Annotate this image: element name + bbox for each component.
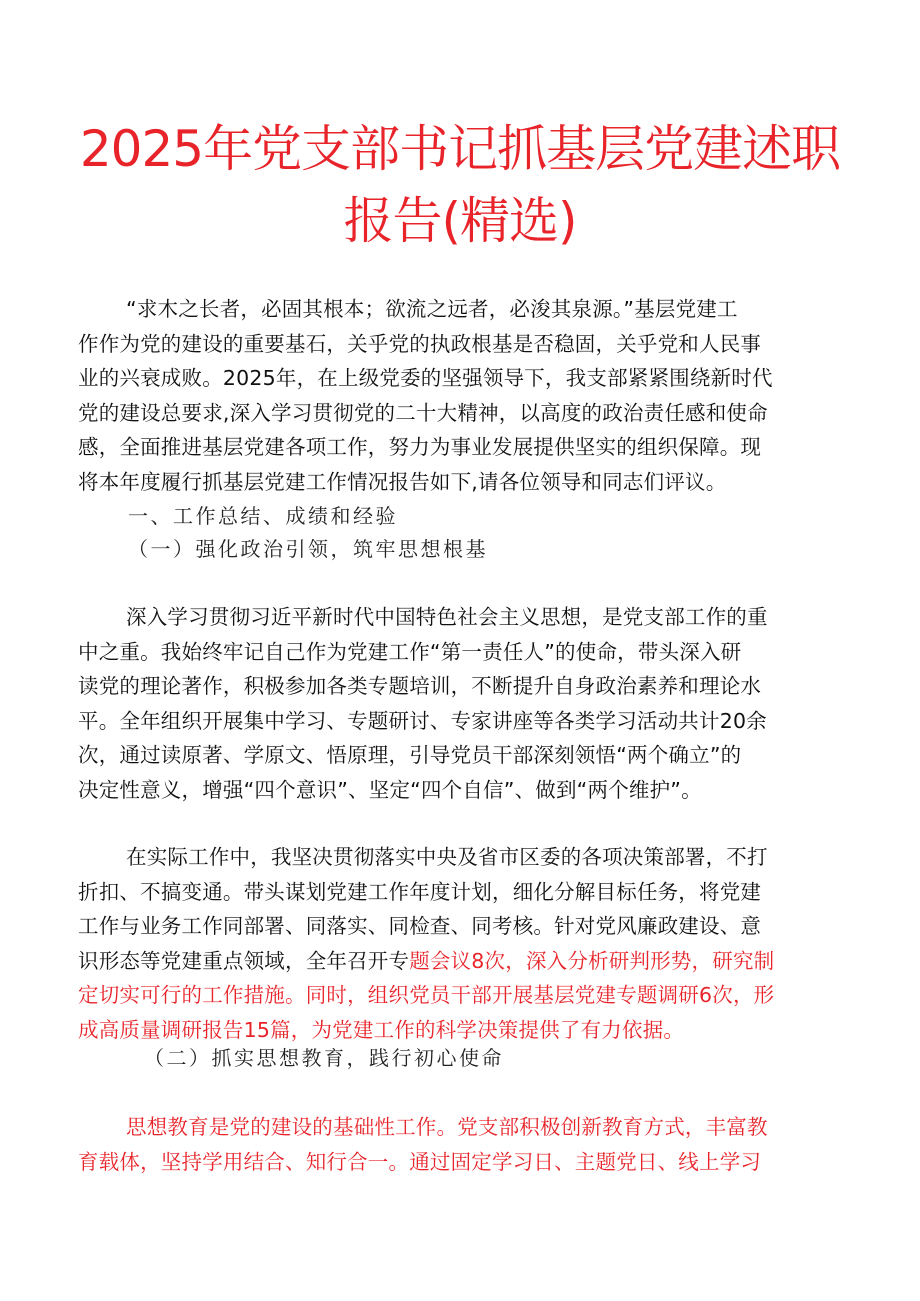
highlighted-segment: 题会议8次，深入分析研判形势，研究制 xyxy=(409,948,775,973)
intro-paragraph xyxy=(78,292,808,499)
section-heading-1: 一、工作总结、成绩和经验 xyxy=(128,504,398,528)
paragraph-line xyxy=(78,944,808,979)
body-paragraph-2 xyxy=(78,840,808,1047)
paragraph-line: 中之重。我始终牢记自己作为党建工作“第一责任人”的使命，带头深入研 xyxy=(78,639,742,664)
intro-line: “求木之长者，必固其根本；欲流之远者，必浚其泉源。”基层党建工 xyxy=(126,297,738,321)
subsection-heading-2: （二）抓实思想教育，践行初心使命 xyxy=(144,1046,504,1070)
paragraph-line: 折扣、不搞变通。带头谋划党建工作年度计划，细化分解目标任务，将党建 xyxy=(78,879,762,904)
paragraph-line: 决定性意义，增强“四个意识”、坚定“四个自信”、做到“两个维护”。 xyxy=(78,777,702,802)
intro-line: 感，全面推进基层党建各项工作，努力为事业发展提供坚实的组织保障。现 xyxy=(78,435,762,459)
highlighted-line: 成高质量调研报告15篇，为党建工作的科学决策提供了有力依据。 xyxy=(78,1017,685,1042)
highlighted-line: 育载体，坚持学用结合、知行合一。通过固定学习日、主题党日、线上学习 xyxy=(78,1149,762,1174)
paragraph-line: 平。全年组织开展集中学习、专题研讨、专家讲座等各类学习活动共计20余 xyxy=(78,708,767,733)
body-paragraph-3 xyxy=(78,1110,808,1179)
body-paragraph-1 xyxy=(78,600,808,807)
intro-line: 党的建设总要求,深入学习贯彻党的二十大精神，以高度的政治责任感和使命 xyxy=(78,400,768,425)
paragraph-line: 深入学习贯彻习近平新时代中国特色社会主义思想，是党支部工作的重 xyxy=(126,605,768,629)
paragraph-line: 读党的理论著作，积极参加各类专题培训，不断提升自身政治素养和理论水 xyxy=(78,674,762,698)
line-black-segment: 识形态等党建重点领域，全年召开专 xyxy=(78,948,410,973)
paragraph-line: 次，通过读原著、学原文、悟原理，引导党员干部深刻领悟“两个确立”的 xyxy=(78,743,742,767)
intro-line: 将本年度履行抓基层党建工作情况报告如下,请各位领导和同志们评议。 xyxy=(78,469,727,494)
document-title-line-1: 2025年党支部书记抓基层党建述职 xyxy=(79,120,841,178)
highlighted-line: 思想教育是党的建设的基础性工作。党支部积极创新教育方式，丰富教 xyxy=(126,1115,768,1139)
paragraph-line: 工作与业务工作同部署、同落实、同检查、同考核。针对党风廉政建设、意 xyxy=(78,914,762,938)
paragraph-line: 在实际工作中，我坚决贯彻落实中央及省市区委的各项决策部署，不打 xyxy=(126,845,768,869)
highlighted-line: 定切实可行的工作措施。同时，组织党员干部开展基层党建专题调研6次，形 xyxy=(78,983,775,1007)
document-title-line-2: 报告(精选) xyxy=(343,192,577,250)
intro-line: 作作为党的建设的重要基石，关乎党的执政根基是否稳固，关乎党和人民事 xyxy=(78,331,762,356)
intro-line: 业的兴衰成败。2025年，在上级党委的坚强领导下，我支部紧紧围绕新时代 xyxy=(78,366,773,390)
subsection-heading-1: （一）强化政治引领，筑牢思想根基 xyxy=(128,537,488,561)
